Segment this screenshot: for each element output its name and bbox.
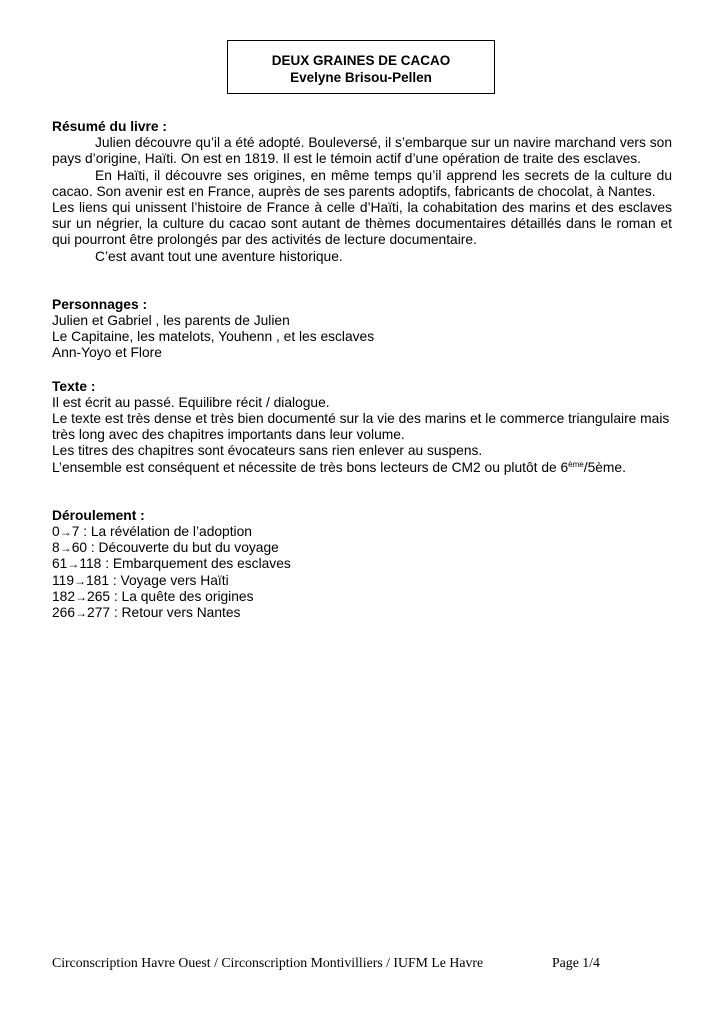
arrow-right-icon: → (59, 541, 72, 556)
document-body (52, 119, 672, 621)
item-to: 7 (71, 524, 80, 540)
deroulement-item (52, 540, 672, 556)
item-from: 0 (52, 524, 60, 540)
deroulement-item (52, 524, 672, 540)
personnages-line: Julien et Gabriel , les parents de Julien (52, 313, 290, 329)
item-from: 266 (52, 605, 76, 621)
resume-paragraph-3: Les liens qui unissent l’histoire de France à celle d’Haïti, la cohabitation des marins et des esclaves sur un négrier, la culture du cacao sont autant de thèmes documentaires détaillés dans le roman et qui pourront être prolongés par des activités de lecture documentaire. (52, 200, 672, 248)
book-author: Evelyne Brisou-Pellen (290, 70, 432, 85)
texte-line: Les titres des chapitres sont évocateurs sans rien enlever au suspens. (52, 443, 483, 459)
item-to: 277 (87, 605, 111, 621)
texte-heading: Texte : (52, 378, 96, 394)
footer-text: Circonscription Havre Ouest / Circonscription Montivilliers / IUFM Le Havre (52, 955, 484, 970)
deroulement-item (52, 589, 672, 605)
title-box (227, 40, 495, 94)
resume-paragraph-2: En Haïti, il découvre ses origines, en même temps qu’il apprend les secrets de la culture du cacao. Son avenir est en France, auprès de ses parents adoptifs, fabricants de chocolat, à Nantes. (52, 167, 672, 199)
personnages-heading: Personnages : (52, 296, 148, 312)
item-from: 61 (52, 556, 68, 572)
arrow-right-icon: → (74, 573, 86, 588)
resume-paragraph-4: C’est avant tout une aventure historique. (95, 248, 343, 264)
texte-last-start: L’ensemble est conséquent et nécessite de très bons lecteurs de CM2 ou plutôt de 6 (52, 459, 569, 475)
item-from: 119 (52, 572, 74, 588)
texte-last-sup: ème (568, 459, 584, 469)
texte-line: Il est écrit au passé. Equilibre récit / dialogue. (52, 394, 330, 410)
deroulement-heading: Déroulement : (52, 507, 145, 523)
item-label: : Découverte du but du voyage (87, 540, 279, 556)
deroulement-item (52, 573, 672, 589)
item-to: 118 (79, 556, 102, 572)
arrow-right-icon: → (75, 606, 88, 621)
resume-paragraph-1: Julien découvre qu’il a été adopté. Bouleversé, il s’embarque sur un navire marchand vers son pays d’origine, Haïti. On est en 1819. Il est le témoin actif d’une opération de traite des esclaves. (52, 135, 672, 167)
item-label: : Voyage vers Haïti (109, 572, 229, 588)
resume-heading: Résumé du livre : (52, 119, 168, 134)
item-label: : Retour vers Nantes (110, 605, 241, 621)
deroulement-section (52, 508, 672, 621)
item-to: 181 (86, 572, 110, 588)
deroulement-item (52, 556, 672, 572)
personnages-line: Le Capitaine, les matelots, Youhenn , et les esclaves (52, 329, 375, 345)
item-label: : La quête des origines (110, 588, 254, 604)
deroulement-item (52, 605, 672, 621)
item-to: 265 (87, 588, 111, 604)
page-number: Page 1/4 (552, 955, 600, 970)
item-label: : Embarquement des esclaves (101, 556, 291, 572)
texte-last-end: /5ème. (583, 459, 626, 475)
texte-line: Le texte est très dense et très bien documenté sur la vie des marins et le commerce triangulaire mais très long avec des chapitres importants dans leur volume. (52, 411, 670, 443)
arrow-right-icon: → (59, 525, 72, 540)
item-to: 60 (71, 540, 88, 556)
item-label: : La révélation de l’adoption (79, 524, 252, 540)
book-title: DEUX GRAINES DE CACAO (271, 53, 451, 68)
item-from: 8 (52, 540, 60, 556)
arrow-right-icon: → (75, 589, 88, 604)
personnages-line: Ann-Yoyo et Flore (52, 345, 162, 361)
texte-line-last (52, 460, 672, 476)
arrow-right-icon: → (67, 557, 80, 572)
item-from: 182 (52, 588, 76, 604)
